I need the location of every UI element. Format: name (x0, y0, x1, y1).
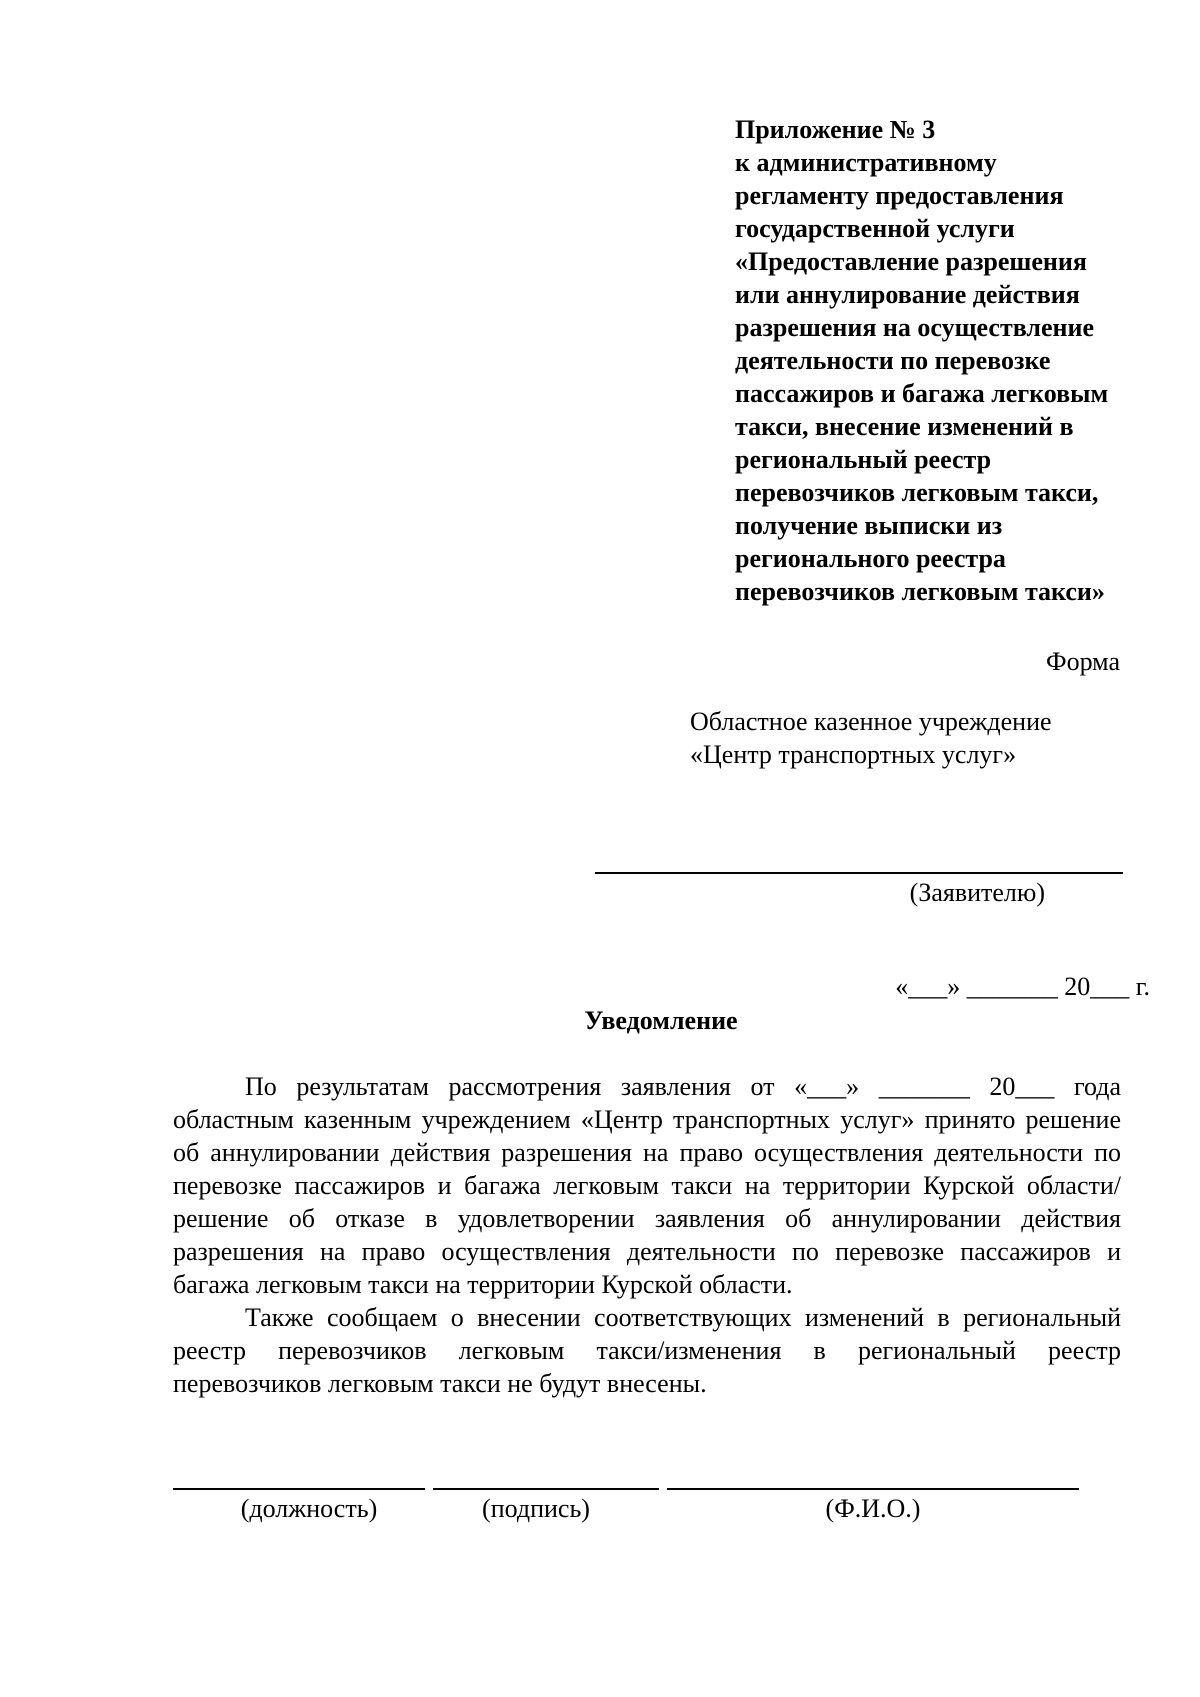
position-caption: (должность) (240, 1494, 378, 1523)
appendix-title: Приложение № 3 (735, 115, 936, 144)
position-blank-line (173, 1488, 425, 1490)
appendix-line: регламенту предоставления (735, 181, 1064, 210)
applicant-blank-line (595, 872, 1123, 874)
appendix-line: такси, внесение изменений в (735, 412, 1074, 441)
appendix-line: государственной услуги (735, 214, 1015, 243)
date-line: «___» _______ 20___ г. (895, 972, 1150, 1001)
appendix-line: регионального реестра (735, 544, 1006, 573)
appendix-line: «Предоставление разрешения (735, 247, 1087, 276)
appendix-line: к административному (735, 148, 997, 177)
applicant-caption: (Заявителю) (909, 878, 1045, 907)
appendix-line: разрешения на осуществление (735, 313, 1095, 342)
body-paragraph-1: По результатам рассмотрения заявления от «___» _______ 20___ года областным казенным учреждением «Центр транспортных услуг» принято решение об аннулировании действия разрешения на право осуществления деятельности по перевозке пассажиров и багажа легковым такси на территории Курской области/ решение об отказе в удовлетворении заявления об аннулировании действия разрешения на право осуществления деятельности по перевозке пассажиров и багажа легковым такси на территории Курской области. (173, 1072, 1121, 1299)
appendix-line: пассажиров и багажа легковым (735, 379, 1109, 408)
appendix-header (735, 113, 1155, 608)
organization-line-2: «Центр транспортных услуг» (690, 740, 1017, 769)
document-title: Уведомление (584, 1006, 738, 1035)
body-paragraph-2: Также сообщаем о внесении соответствующих изменений в региональный реестр перевозчиков легковым такси/изменения в региональный реестр перевозчиков легковым такси не будут внесены. (173, 1303, 1121, 1398)
appendix-line: деятельности по перевозке (735, 346, 1051, 375)
organization-block (690, 705, 1150, 771)
signature-caption: (подпись) (482, 1494, 590, 1523)
appendix-line: перевозчиков легковым такси, (735, 478, 1099, 507)
name-blank-line (667, 1488, 1079, 1490)
appendix-line: региональный реестр (735, 445, 992, 474)
appendix-line: или аннулирование действия (735, 280, 1080, 309)
notification-body (173, 1070, 1121, 1400)
appendix-line: перевозчиков легковым такси» (735, 577, 1105, 606)
appendix-line: получение выписки из (735, 511, 1003, 540)
name-caption: (Ф.И.О.) (825, 1494, 921, 1523)
form-label: Форма (1046, 647, 1120, 676)
signature-blank-line (433, 1488, 659, 1490)
organization-line-1: Областное казенное учреждение (690, 707, 1052, 736)
